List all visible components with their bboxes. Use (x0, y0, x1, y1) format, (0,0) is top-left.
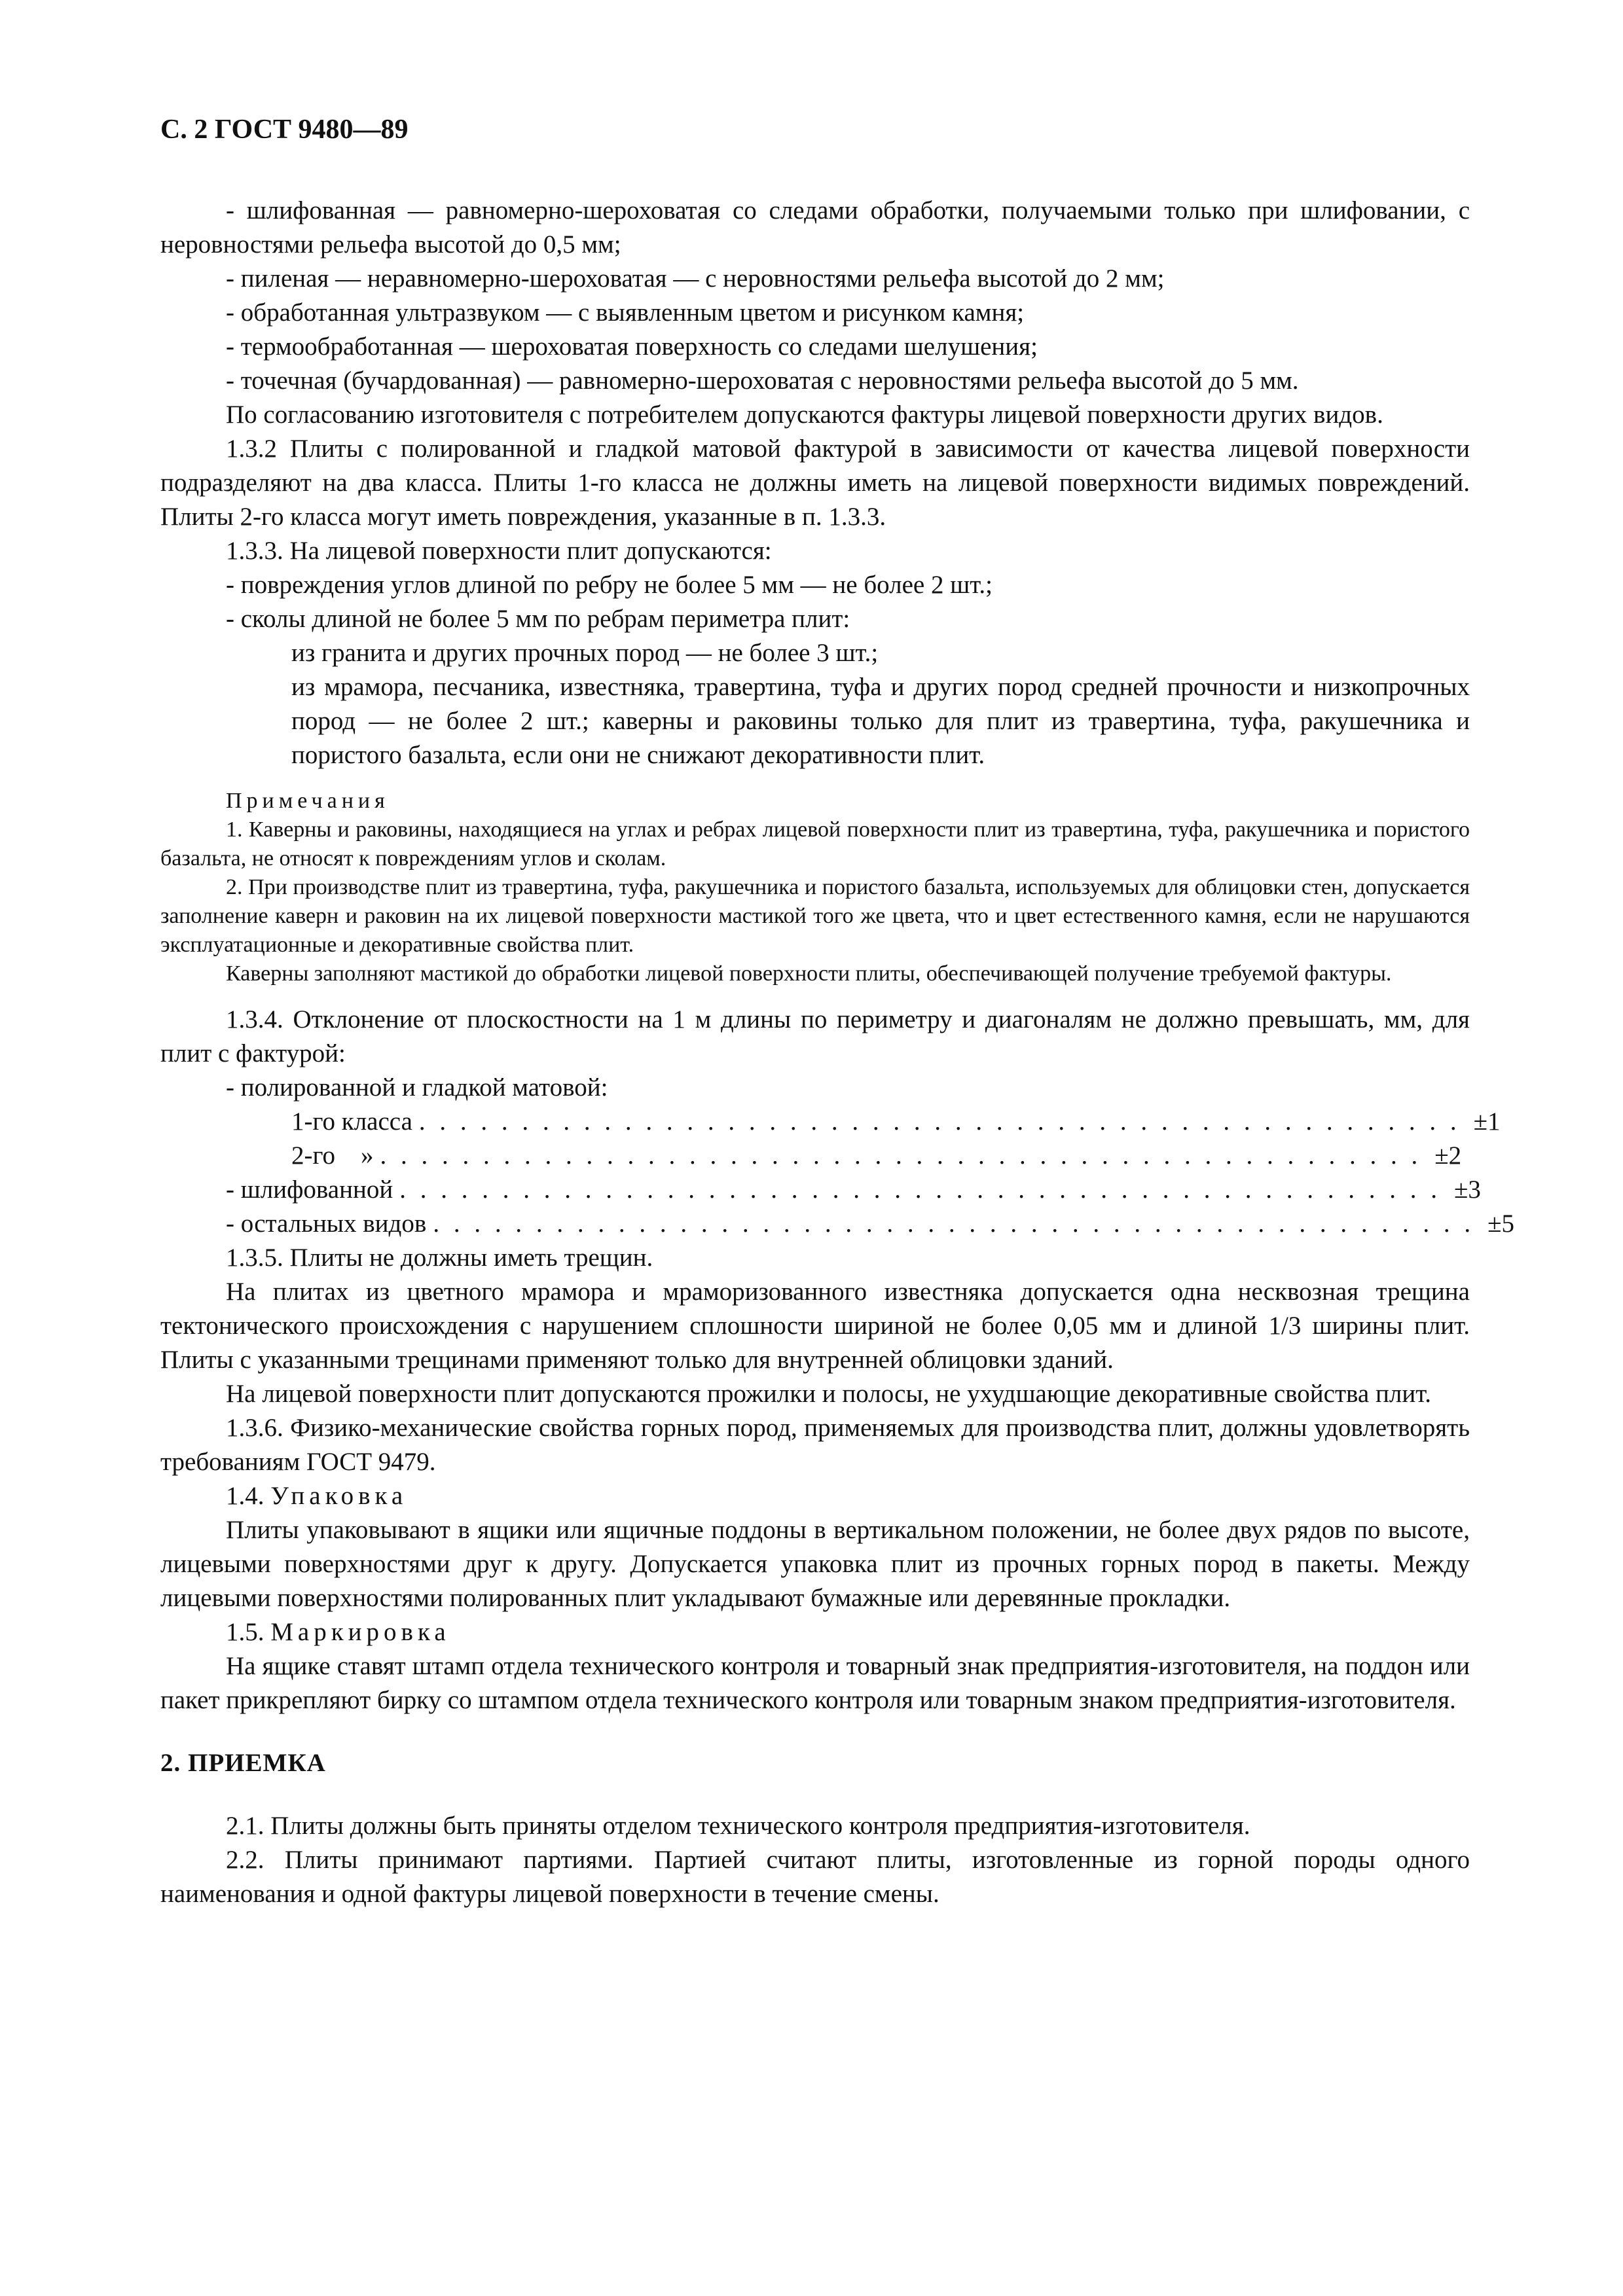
section-heading (160, 1746, 1470, 1780)
paragraph: - пиленая — неравномерно-шероховатая — с неровностями рельефа высотой до 2 мм; (226, 264, 1165, 293)
notes-block (160, 787, 1470, 988)
tolerance-label: 1-го класса (291, 1107, 412, 1136)
subsection-number: 1.5. (226, 1618, 264, 1646)
clause-2-2: 2.2. Плиты принимают партиями. Партией считают плиты, изготовленные из горной породы одного наименования и одной фактуры лицевой поверхности в течение смены. (160, 1846, 1470, 1908)
clause-1-3-4: 1.3.4. Отклонение от плоскостности на 1 м длины по периметру и диагоналям не должно превышать, мм, для плит с фактурой: (160, 1005, 1470, 1067)
tolerance-row (160, 1173, 1481, 1207)
tolerance-value: ±3 (1453, 1175, 1481, 1204)
paragraph: - повреждения углов длиной по ребру не более 5 мм — не более 2 шт.; (226, 571, 993, 599)
leader-dots: . . . . . . . . . . . . . . . . . . . . . . . . . . . . . . . . . . . . . . . . . . . . . . . . . . . (433, 1210, 1475, 1238)
tolerance-row (160, 1207, 1514, 1241)
paragraph: Плиты упаковывают в ящики или ящичные поддоны в вертикальном положении, не более двух рядов по высоте, лицевыми поверхностями друг к другу. Допускается упаковка плит из прочных горных пород в пакеты. Между лицевыми поверхностями полированных плит укладывают бумажные или деревянные прокладки. (160, 1516, 1470, 1612)
leader-dots: . . . . . . . . . . . . . . . . . . . . . . . . . . . . . . . . . . . . . . . . . . . . . . . . . . . (399, 1175, 1441, 1204)
tolerance-row (160, 1105, 1501, 1139)
clause-1-3-6: 1.3.6. Физико-механические свойства горных пород, применяемых для производства плит, должны удовлетворять требованиям ГОСТ 9479. (160, 1414, 1470, 1476)
page-header: С. 2 ГОСТ 9480—89 (160, 115, 409, 145)
tolerance-label: - шлифованной (226, 1175, 393, 1204)
note-item: 2. При производстве плит из травертина, туфа, ракушечника и пористого базальта, используемых для облицовки стен, допускается заполнение каверн и раковин на их лицевой поверхности мастикой того же цвета, что и цвет естественного камня, если не нарушаются эксплуатационные и декоративные свойства плит. (160, 875, 1470, 957)
subsection-heading-marking (160, 1615, 1470, 1649)
paragraph: На ящике ставят штамп отдела технического контроля и товарный знак предприятия-изготовителя, на поддон или пакет прикрепляют бирку со штампом отдела технического контроля или товарным знаком предприятия-изготовителя. (160, 1652, 1470, 1714)
paragraph: - точечная (бучардованная) — равномерно-шероховатая с неровностями рельефа высотой до 5 мм. (226, 367, 1299, 395)
tolerance-value: ±1 (1473, 1107, 1501, 1136)
paragraph: На лицевой поверхности плит допускаются прожилки и полосы, не ухудшающие декоративные свойства плит. (226, 1380, 1432, 1408)
paragraph: - сколы длиной не более 5 мм по ребрам периметра плит: (226, 605, 850, 633)
tolerance-label: - остальных видов (226, 1210, 427, 1238)
note-item: 1. Каверны и раковины, находящиеся на углах и ребрах лицевой поверхности плит из травертина, туфа, ракушечника и пористого базальта, не относят к повреждениям углов и сколам. (160, 817, 1470, 870)
tolerance-value: ±5 (1487, 1210, 1514, 1238)
paragraph: На плитах из цветного мрамора и мраморизованного известняка допускается одна несквозная трещина тектонического происхождения с нарушением сплошности шириной не более 0,05 мм и длиной 1/3 ширины плит. Плиты с указанными трещинами применяют только для внутренней облицовки зданий. (160, 1278, 1470, 1374)
subsection-number: 1.4. (226, 1482, 264, 1510)
section-title: 2. ПРИЕМКА (160, 1749, 326, 1777)
paragraph: из мрамора, песчаника, известняка, травертина, туфа и других пород средней прочности и низкопрочных пород — не более 2 шт.; каверны и раковины только для плит из травертина, туфа, ракушечника и пористого базальта, если они не снижают декоративности плит. (291, 673, 1470, 769)
notes-title: Примечания (226, 789, 390, 813)
note-item: Каверны заполняют мастикой до обработки лицевой поверхности плиты, обеспечивающей получение требуемой фактуры. (226, 961, 1392, 986)
tolerance-value: ±2 (1434, 1141, 1462, 1170)
clause-2-1: 2.1. Плиты должны быть приняты отделом технического контроля предприятия-изготовителя. (226, 1812, 1250, 1840)
tolerance-row (160, 1139, 1462, 1173)
leader-dots: . . . . . . . . . . . . . . . . . . . . . . . . . . . . . . . . . . . . . . . . . . . . . . . . . . . (418, 1107, 1461, 1136)
paragraph: из гранита и других прочных пород — не более 3 шт.; (291, 639, 879, 667)
subsection-title: Маркировка (270, 1618, 450, 1646)
clause-1-3-3: 1.3.3. На лицевой поверхности плит допускаются: (226, 537, 772, 565)
tolerance-label: 2-го » (291, 1141, 374, 1170)
paragraph: - полированной и гладкой матовой: (226, 1073, 608, 1102)
clause-1-3-2: 1.3.2 Плиты с полированной и гладкой матовой фактурой в зависимости от качества лицевой поверхности подразделяют на два класса. Плиты 1-го класса не должны иметь на лицевой поверхности видимых повреждений. Плиты 2-го класса могут иметь повреждения, указанные в п. 1.3.3. (160, 435, 1470, 531)
clause-1-3-5: 1.3.5. Плиты не должны иметь трещин. (226, 1244, 653, 1272)
paragraph: - шлифованная — равномерно-шероховатая со следами обработки, получаемыми только при шлифовании, с неровностями рельефа высотой до 0,5 мм; (160, 196, 1470, 259)
document-page (160, 111, 1514, 1911)
leader-dots: . . . . . . . . . . . . . . . . . . . . . . . . . . . . . . . . . . . . . . . . . . . . . . . . . . . (380, 1141, 1422, 1170)
paragraph: - термообработанная — шероховатая поверхность со следами шелушения; (226, 332, 1038, 361)
subsection-title: Упаковка (270, 1482, 408, 1510)
paragraph: По согласованию изготовителя с потребителем допускаются фактуры лицевой поверхности других видов. (226, 401, 1383, 429)
paragraph: - обработанная ультразвуком — с выявленным цветом и рисунком камня; (226, 298, 1025, 327)
subsection-heading-packing (160, 1479, 1470, 1513)
